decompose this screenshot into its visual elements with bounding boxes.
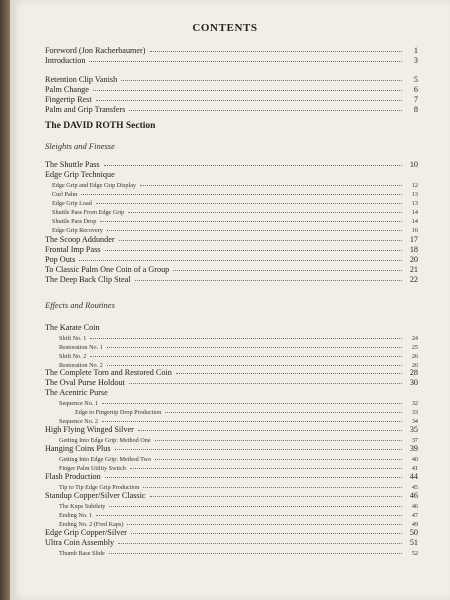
section-title: The DAVID ROTH Section — [45, 121, 156, 131]
toc-subentry: The Kups Subtlety 46 — [59, 503, 418, 510]
toc-subentry: Sequence No. 1 32 — [59, 400, 418, 407]
page-edge — [0, 0, 10, 600]
toc-entry: Palm Change 6 — [45, 85, 418, 94]
toc-entry: Pop Outs 20 — [45, 255, 418, 264]
toc-entry: The Deep Back Clip Steal 22 — [45, 275, 418, 284]
toc-entry: The Shuttle Pass 10 — [45, 160, 418, 169]
toc-subentry: Sequence No. 2 34 — [59, 418, 418, 425]
toc-entry: Hanging Coins Plus 39 — [45, 444, 418, 453]
section-heading: Effects and Routines — [45, 300, 115, 310]
toc-entry: Ultra Coin Assembly 51 — [45, 538, 418, 547]
toc-entry: Edge Grip Technique — [45, 170, 115, 179]
toc-entry: The Scoop Addunder 17 — [45, 235, 418, 244]
toc-entry: Palm and Grip Transfers 8 — [45, 105, 418, 114]
toc-entry: The Karate Coin — [45, 323, 100, 332]
toc-entry: Fingertip Rest 7 — [45, 95, 418, 104]
toc-subentry: Restoration No. 2 26 — [59, 362, 418, 369]
toc-subentry: Curl Palm 13 — [52, 191, 418, 198]
toc-subentry: Tip to Tip Edge Grip Production 45 — [59, 484, 418, 491]
toc-subentry: Ending No. 2 (Fred Kaps) 49 — [59, 521, 418, 528]
toc-entry: High Flying Winged Silver 35 — [45, 425, 418, 434]
toc-entry: Flash Production 44 — [45, 472, 418, 481]
toc-entry: To Classic Palm One Coin of a Group 21 — [45, 265, 418, 274]
toc-subentry: Edge Grip and Edge Grip Display 12 — [52, 182, 418, 189]
toc-subentry: Shift No. 2 26 — [59, 353, 418, 360]
toc-subentry: Shuttle Pass Drop 14 — [52, 218, 418, 225]
toc-subentry: Ending No. 1 47 — [59, 512, 418, 519]
toc-entry: The Acentric Purse — [45, 388, 108, 397]
toc-subentry: Shuttle Pass From Edge Grip 14 — [52, 209, 418, 216]
toc-entry: Introduction 3 — [45, 56, 418, 65]
toc-entry: Foreword (Jon Racherbaumer) 1 — [45, 46, 418, 55]
page-title: CONTENTS — [192, 22, 258, 34]
toc-entry: Retention Clip Vanish 5 — [45, 75, 418, 84]
toc-entry: The Oval Purse Holdout 30 — [45, 378, 418, 387]
toc-subentry: Restoration No. 1 25 — [59, 344, 418, 351]
toc-subentry: Getting Into Edge Grip: Method One 37 — [59, 437, 418, 444]
toc-entry: Standup Copper/Silver Classic 46 — [45, 491, 418, 500]
toc-subentry: Edge Grip Load 13 — [52, 200, 418, 207]
section-heading: Sleights and Finesse — [45, 141, 115, 151]
toc-entry: Edge Grip Copper/Silver 50 — [45, 528, 418, 537]
toc-subentry: Shift No. 1 24 — [59, 335, 418, 342]
toc-subentry: Finger Palm Utility Switch 41 — [59, 465, 418, 472]
toc-subentry: Edge to Fingertip Drop Production 33 — [75, 409, 418, 416]
toc-subentry: Getting Into Edge Grip: Method Two 40 — [59, 456, 418, 463]
toc-subentry: Edge Grip Recovery 16 — [52, 227, 418, 234]
toc-subentry: Thumb Base Slide 52 — [59, 550, 418, 557]
toc-entry: Frontal Imp Pass 18 — [45, 245, 418, 254]
toc-entry: The Complete Torn and Restored Coin 28 — [45, 368, 418, 377]
